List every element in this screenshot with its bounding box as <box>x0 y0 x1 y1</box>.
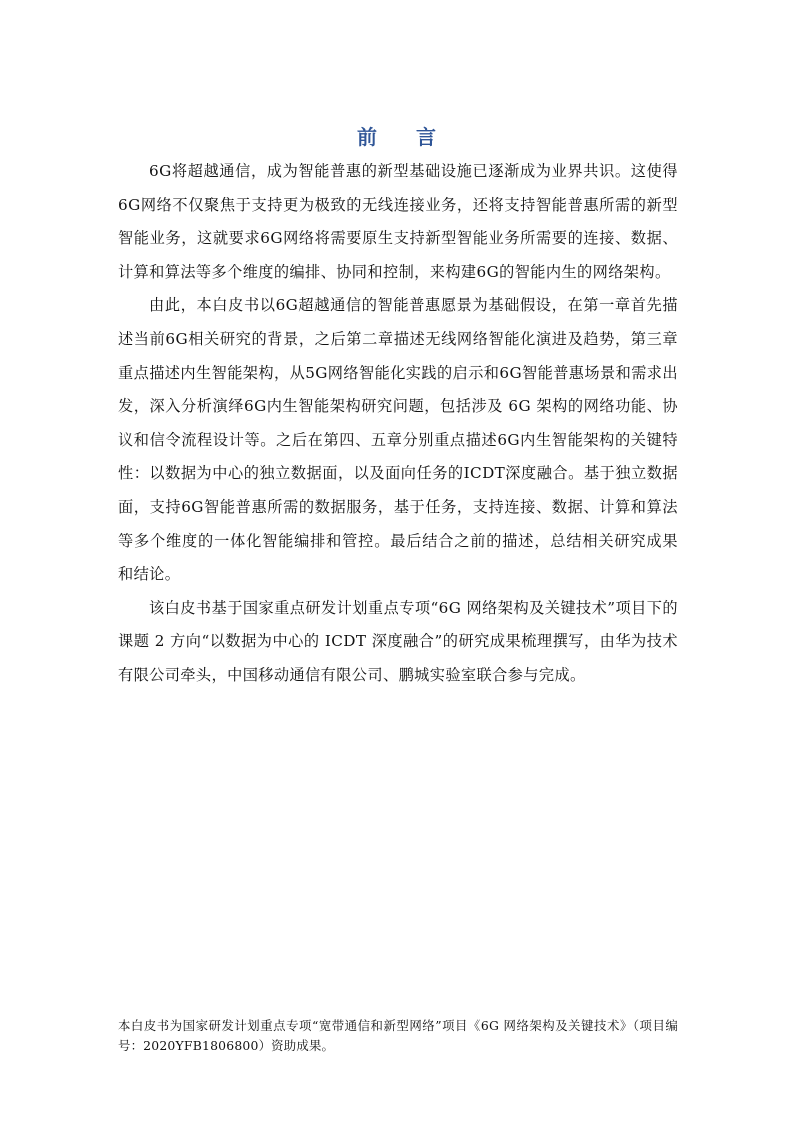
paragraph-2: 由此，本白皮书以6G超越通信的智能普惠愿景为基础假设，在第一章首先描述当前6G相关研究的背景，之后第二章描述无线网络智能化演进及趋势，第三章重点描述内生智能架构，从5G网络智能化实践的启示和6G智能普惠场景和需求出发，深入分析演绎6G内生智能架构研究问题，包括涉及 6G 架构的网络功能、协议和信令流程设计等。之后在第四、五章分别重点描述6G内生智能架构的关键特性：以数据为中心的独立数据面，以及面向任务的ICDT深度融合。基于独立数据面，支持6G智能普惠所需的数据服务，基于任务，支持连接、数据、计算和算法等多个维度的一体化智能编排和管控。最后结合之前的描述，总结相关研究成果和结论。 <box>118 296 678 584</box>
page-title: 前 言 <box>357 125 452 149</box>
paragraph-3: 该白皮书基于国家重点研发计划重点专项“6G 网络架构及关键技术”项目下的课题 2 方向“以数据为中心的 ICDT 深度融合”的研究成果梳理撰写，由华为技术有限公司牵头，中国移动通信有限公司、鹏城实验室联合参与完成。 <box>118 598 678 684</box>
paragraph-1: 6G将超越通信，成为智能普惠的新型基础设施已逐渐成为业界共识。这使得6G网络不仅聚焦于支持更为极致的无线连接业务，还将支持智能普惠所需的新型智能业务，这就要求6G网络将需要原生支持新型智能业务所需要的连接、数据、计算和算法等多个维度的编排、协同和控制，来构建6G的智能内生的网络架构。 <box>118 162 678 281</box>
preface-body <box>118 155 678 693</box>
funding-footnote: 本白皮书为国家研发计划重点专项“宽带通信和新型网络”项目《6G 网络架构及关键技术》（项目编号：2020YFB1806800）资助成果。 <box>118 1018 678 1053</box>
